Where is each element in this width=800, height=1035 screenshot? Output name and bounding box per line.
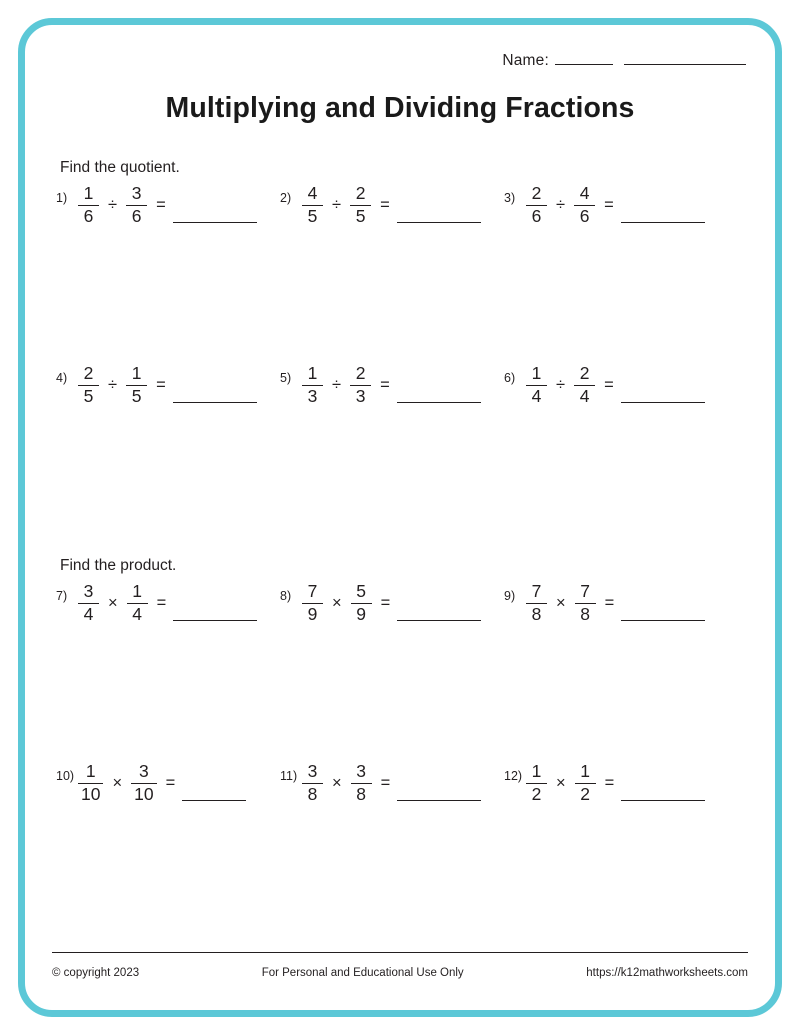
numerator: 1 <box>531 363 542 383</box>
problem-expression <box>78 183 257 225</box>
fraction-first <box>78 365 99 405</box>
denominator: 9 <box>302 603 323 624</box>
numerator: 1 <box>307 363 318 383</box>
fraction-first <box>78 763 103 803</box>
numerator: 7 <box>531 581 542 601</box>
problem-expression <box>302 761 481 803</box>
numerator: 1 <box>83 183 94 203</box>
operator-divide-icon: ÷ <box>332 196 342 214</box>
answer-blank[interactable] <box>173 590 257 621</box>
problem-expression <box>78 363 257 405</box>
numerator: 1 <box>85 761 96 781</box>
operator-multiply-icon: × <box>108 594 118 612</box>
problem-number: 8) <box>280 589 292 603</box>
denominator: 6 <box>126 205 147 226</box>
denominator: 6 <box>78 205 99 226</box>
fraction-second <box>351 763 372 803</box>
problem-number: 4) <box>56 371 68 385</box>
worksheet-content <box>44 36 756 995</box>
denominator: 4 <box>78 603 99 624</box>
numerator: 7 <box>307 581 318 601</box>
equals-sign: = <box>604 196 614 214</box>
footer-url: https://k12mathworksheets.com <box>586 967 748 979</box>
denominator: 8 <box>302 783 323 804</box>
problem-11 <box>280 761 504 803</box>
problem-expression <box>526 183 705 225</box>
problem-6 <box>504 363 728 405</box>
operator-multiply-icon: × <box>332 774 342 792</box>
problem-12 <box>504 761 728 803</box>
fraction-second <box>575 763 596 803</box>
problem-2 <box>280 183 504 225</box>
fraction-first <box>302 763 323 803</box>
answer-blank[interactable] <box>621 770 705 801</box>
problem-number: 3) <box>504 191 516 205</box>
equals-sign: = <box>604 376 614 394</box>
equals-sign: = <box>604 774 615 792</box>
operator-divide-icon: ÷ <box>332 376 342 394</box>
denominator: 8 <box>526 603 547 624</box>
equals-sign: = <box>380 774 391 792</box>
numerator: 3 <box>83 581 94 601</box>
equals-sign: = <box>380 196 390 214</box>
equals-sign: = <box>380 376 390 394</box>
fraction-second <box>350 365 371 405</box>
denominator: 6 <box>526 205 547 226</box>
problem-expression <box>78 581 257 623</box>
problem-number: 6) <box>504 371 516 385</box>
numerator: 1 <box>580 761 590 781</box>
section-heading-quotient: Find the quotient. <box>60 159 180 176</box>
name-row <box>44 50 756 70</box>
problem-expression <box>302 581 481 623</box>
answer-blank[interactable] <box>397 770 481 801</box>
operator-multiply-icon: × <box>112 774 123 792</box>
footer-usage-note: For Personal and Educational Use Only <box>261 967 464 979</box>
numerator: 2 <box>579 363 590 383</box>
numerator: 2 <box>531 183 542 203</box>
problem-expression <box>302 183 481 225</box>
denominator: 5 <box>78 385 99 406</box>
equals-sign: = <box>156 594 167 612</box>
fraction-first <box>526 763 547 803</box>
problem-number: 5) <box>280 371 292 385</box>
numerator: 2 <box>355 183 366 203</box>
problem-5 <box>280 363 504 405</box>
equals-sign: = <box>165 774 176 792</box>
operator-multiply-icon: × <box>556 594 566 612</box>
fraction-second <box>126 185 147 225</box>
numerator: 4 <box>307 183 318 203</box>
operator-divide-icon: ÷ <box>556 196 566 214</box>
answer-blank[interactable] <box>621 372 705 403</box>
fraction-second <box>350 185 371 225</box>
answer-blank[interactable] <box>173 192 257 223</box>
numerator: 4 <box>579 183 590 203</box>
denominator: 3 <box>302 385 323 406</box>
operator-multiply-icon: × <box>556 774 566 792</box>
fraction-first <box>78 583 99 623</box>
denominator: 5 <box>350 205 371 226</box>
problem-number: 2) <box>280 191 292 205</box>
numerator: 3 <box>307 761 318 781</box>
fraction-first <box>302 583 323 623</box>
denominator: 3 <box>350 385 371 406</box>
fraction-second <box>351 583 372 623</box>
problem-4 <box>56 363 280 405</box>
problem-number: 7) <box>56 589 68 603</box>
numerator: 3 <box>131 183 142 203</box>
problem-row <box>56 761 756 803</box>
equals-sign: = <box>156 196 166 214</box>
problem-number: 12) <box>504 769 523 783</box>
numerator: 1 <box>132 581 142 601</box>
problem-row <box>56 363 756 405</box>
problem-number: 11) <box>280 769 298 783</box>
problem-3 <box>504 183 728 225</box>
problem-8 <box>280 581 504 623</box>
answer-blank[interactable] <box>397 192 481 223</box>
numerator: 2 <box>83 363 94 383</box>
problem-7 <box>56 581 280 623</box>
operator-divide-icon: ÷ <box>108 196 118 214</box>
problem-1 <box>56 183 280 225</box>
problem-expression <box>78 761 246 803</box>
operator-divide-icon: ÷ <box>556 376 566 394</box>
answer-blank[interactable] <box>621 192 705 223</box>
denominator: 4 <box>526 385 547 406</box>
fraction-first <box>526 365 547 405</box>
numerator: 1 <box>531 761 542 781</box>
equals-sign: = <box>156 376 166 394</box>
fraction-second <box>574 365 595 405</box>
fraction-first <box>526 583 547 623</box>
denominator: 10 <box>131 783 156 804</box>
page-title: Multiplying and Dividing Fractions <box>165 92 635 124</box>
fraction-first <box>302 185 323 225</box>
denominator: 2 <box>575 783 596 804</box>
numerator: 3 <box>138 761 149 781</box>
denominator: 9 <box>351 603 372 624</box>
answer-blank[interactable] <box>173 372 257 403</box>
denominator: 8 <box>351 783 372 804</box>
denominator: 5 <box>302 205 323 226</box>
section-heading-product: Find the product. <box>60 557 177 574</box>
fraction-first <box>302 365 323 405</box>
equals-sign: = <box>380 594 391 612</box>
fraction-first <box>526 185 547 225</box>
problem-expression <box>526 581 705 623</box>
numerator: 2 <box>355 363 366 383</box>
denominator: 5 <box>126 385 147 406</box>
problem-expression <box>526 363 705 405</box>
denominator: 2 <box>526 783 547 804</box>
equals-sign: = <box>604 594 615 612</box>
problem-row <box>56 183 756 225</box>
numerator: 1 <box>131 363 142 383</box>
fraction-second <box>574 185 595 225</box>
fraction-first <box>78 185 99 225</box>
footer-copyright: © copyright 2023 <box>52 967 140 979</box>
section-spacer <box>44 405 756 557</box>
footer-divider <box>52 952 748 953</box>
denominator: 8 <box>575 603 596 624</box>
problem-row <box>56 581 756 623</box>
name-blank-second[interactable] <box>624 50 746 65</box>
name-blank-first[interactable] <box>555 50 613 65</box>
numerator: 5 <box>356 581 366 601</box>
numerator: 7 <box>580 581 590 601</box>
problem-number: 1) <box>56 191 68 205</box>
fraction-second <box>126 365 147 405</box>
denominator: 10 <box>78 783 103 804</box>
answer-blank[interactable] <box>397 372 481 403</box>
problem-expression <box>302 363 481 405</box>
operator-divide-icon: ÷ <box>108 376 118 394</box>
problem-expression <box>526 761 705 803</box>
answer-blank[interactable] <box>182 770 246 801</box>
denominator: 4 <box>574 385 595 406</box>
numerator: 3 <box>356 761 366 781</box>
operator-multiply-icon: × <box>332 594 342 612</box>
answer-blank[interactable] <box>397 590 481 621</box>
problem-10 <box>56 761 280 803</box>
problem-number: 9) <box>504 589 516 603</box>
footer <box>52 967 748 979</box>
problem-9 <box>504 581 728 623</box>
fraction-second <box>127 583 148 623</box>
denominator: 4 <box>127 603 148 624</box>
problem-number: 10) <box>56 769 75 783</box>
fraction-second <box>575 583 596 623</box>
fraction-second <box>131 763 156 803</box>
denominator: 6 <box>574 205 595 226</box>
answer-blank[interactable] <box>621 590 705 621</box>
name-label: Name: <box>502 52 549 69</box>
